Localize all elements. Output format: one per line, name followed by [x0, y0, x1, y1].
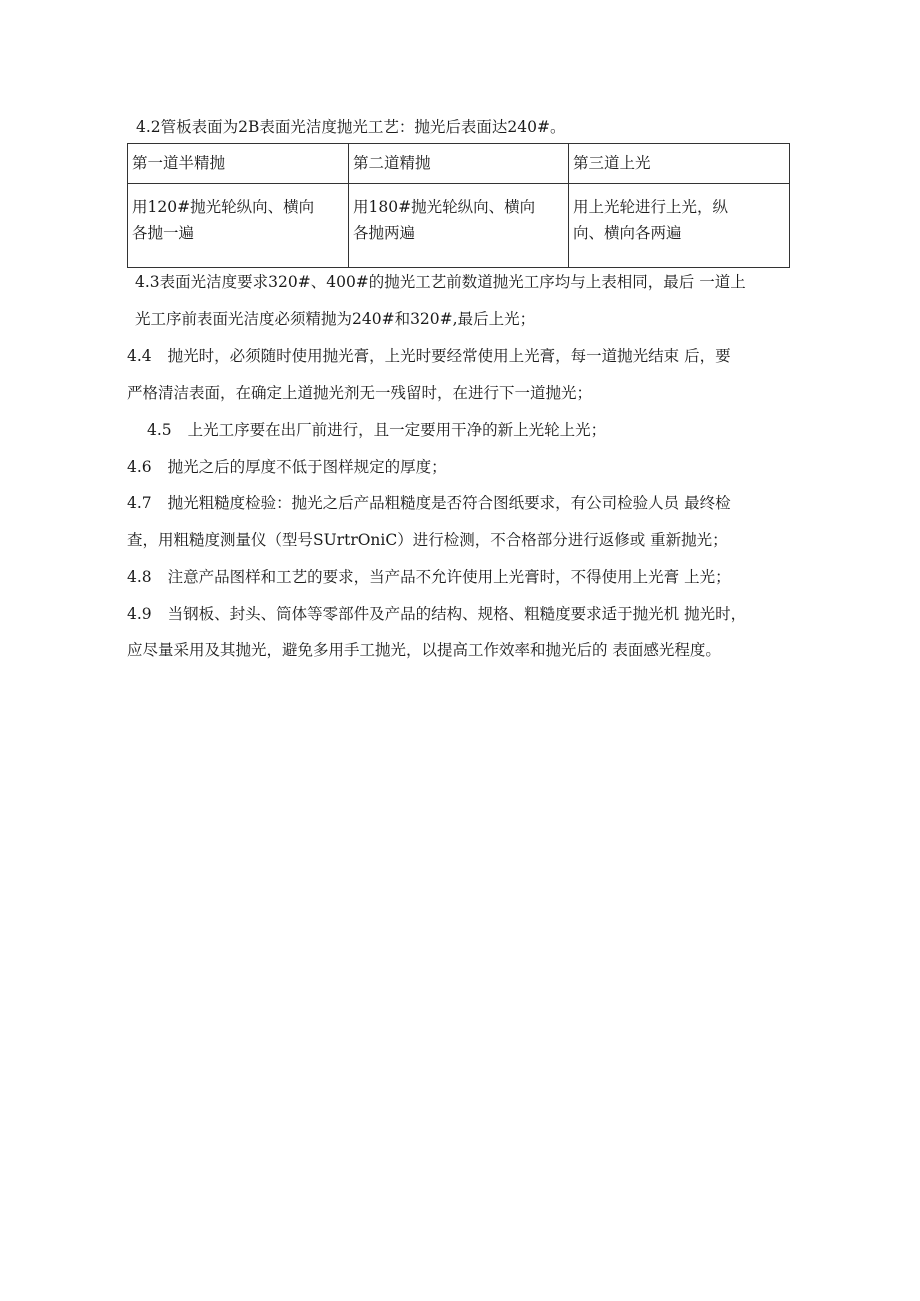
- table-header-row: [128, 144, 790, 184]
- section-number: 4.7: [127, 494, 152, 512]
- cell-text-line: 用120#抛光轮纵向、横向: [132, 198, 315, 216]
- table-cell: [349, 184, 569, 268]
- cell-text-line: 各抛一遍: [132, 224, 195, 242]
- section-4-3-line-1: 4.3表面光洁度要求320#、400#的抛光工艺前数道抛光工序均与上表相同，最后 一道上: [135, 273, 746, 291]
- table-header-cell: 第三道上光: [569, 144, 790, 184]
- section-4-4-line-1: [127, 346, 731, 366]
- section-number: 4.5: [147, 421, 172, 439]
- section-4-4-line-2: 严格清洁表面，在确定上道抛光剂无一残留时，在进行下一道抛光；: [127, 384, 593, 402]
- section-4-9-line-2: 应尽量采用及其抛光，避免多用手工抛光，以提高工作效率和抛光后的 表面感光程度。: [127, 641, 721, 659]
- paragraph-text: 注意产品图样和工艺的要求，当产品不允许使用上光膏时，不得使用上光膏 上光；: [167, 568, 731, 586]
- section-number: 4.4: [127, 347, 152, 365]
- paragraph-text: 抛光粗糙度检验：抛光之后产品粗糙度是否符合图纸要求，有公司检验人员 最终检: [167, 494, 731, 512]
- polishing-process-table: [127, 143, 790, 268]
- section-4-9-line-1: [127, 604, 746, 624]
- table-header-cell: 第一道半精抛: [128, 144, 349, 184]
- paragraph-text: 抛光之后的厚度不低于图样规定的厚度；: [167, 458, 447, 476]
- section-4-3-line-2: 光工序前表面光洁度必须精抛为240#和320#,最后上光；: [135, 310, 536, 328]
- section-4-8: [127, 567, 731, 587]
- section-number: 4.8: [127, 568, 152, 586]
- section-4-7-line-1: [127, 493, 731, 513]
- section-number: 4.9: [127, 605, 152, 623]
- table-row: [128, 184, 790, 268]
- section-4-6: [127, 457, 447, 477]
- table-cell: [569, 184, 790, 268]
- paragraph-text: 当钢板、封头、筒体等零部件及产品的结构、规格、粗糙度要求适于抛光机 抛光时，: [167, 605, 747, 623]
- cell-text-line: 用180#抛光轮纵向、横向: [353, 198, 536, 216]
- table-cell: [128, 184, 349, 268]
- cell-text-line: 用上光轮进行上光，纵: [573, 198, 729, 216]
- section-4-7-line-2: 查，用粗糙度测量仪（型号SUrtrOniC）进行检测，不合格部分进行返修或 重新抛光；: [127, 531, 728, 549]
- table-header-cell: 第二道精抛: [349, 144, 569, 184]
- paragraph-text: 上光工序要在出厂前进行，且一定要用干净的新上光轮上光；: [187, 421, 607, 439]
- section-4-5: [147, 420, 606, 440]
- cell-text-line: 向、横向各两遍: [573, 224, 682, 242]
- paragraph-text: 抛光时，必须随时使用抛光膏，上光时要经常使用上光膏，每一道抛光结束 后，要: [167, 347, 731, 365]
- cell-text-line: 各抛两遍: [353, 224, 416, 242]
- section-4-2-heading: 4.2管板表面为2B表面光洁度抛光工艺：抛光后表面达240#。: [136, 118, 566, 136]
- section-number: 4.6: [127, 458, 152, 476]
